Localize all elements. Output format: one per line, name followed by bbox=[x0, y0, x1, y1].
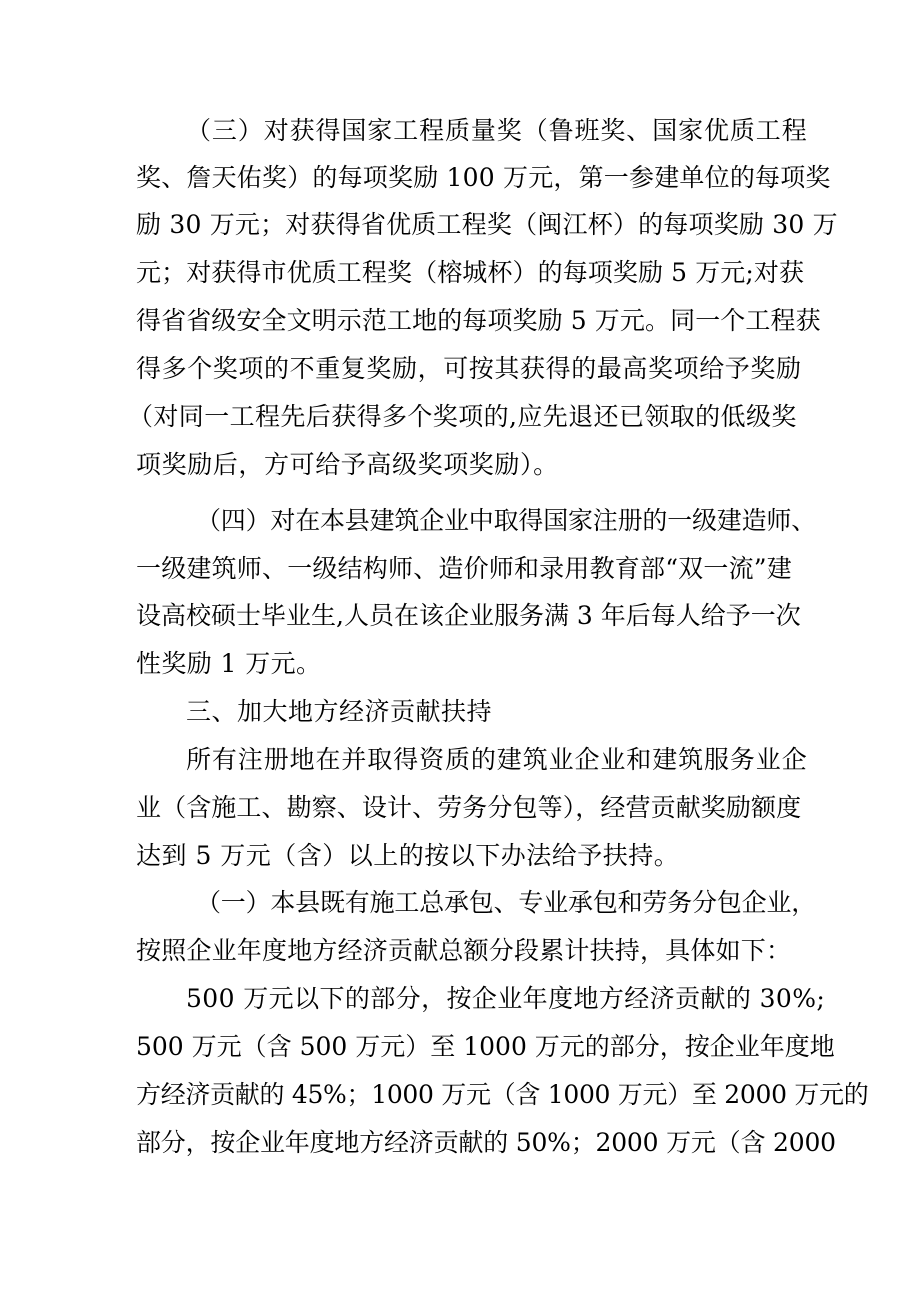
text-line: 得多个奖项的不重复奖励，可按其获得的最高奖项给予奖励 bbox=[136, 354, 802, 383]
text-line: 方经济贡献的 45%；1000 万元（含 1000 万元）至 2000 万元的 bbox=[136, 1080, 869, 1109]
text-line: 部分，按企业年度地方经济贡献的 50%；2000 万元（含 2000 bbox=[136, 1128, 836, 1157]
text-line: 按照企业年度地方经济贡献总额分段累计扶持，具体如下： bbox=[136, 936, 792, 965]
text-line: 项奖励后，方可给予高级奖项奖励）。 bbox=[136, 450, 559, 479]
text-line: 一级建筑师、一级结构师、造价师和录用教育部“双一流”建 bbox=[136, 554, 792, 583]
text-line: （一）本县既有施工总承包、专业承包和劳务分包企业， bbox=[196, 888, 817, 917]
text-line: 奖、詹天佑奖）的每项奖励 100 万元，第一参建单位的每项奖 bbox=[136, 163, 831, 192]
text-line: 所有注册地在并取得资质的建筑业企业和建筑服务业企 bbox=[186, 745, 808, 774]
text-line: 达到 5 万元（含）以上的按以下办法给予扶持。 bbox=[136, 841, 680, 870]
text-line: 500 万元（含 500 万元）至 1000 万元的部分，按企业年度地 bbox=[136, 1032, 835, 1061]
text-line: 得省省级安全文明示范工地的每项奖励 5 万元。同一个工程获 bbox=[136, 306, 821, 335]
text-line: （对同一工程先后获得多个奖项的,应先退还已领取的低级奖 bbox=[128, 402, 797, 431]
text-line: 励 30 万元；对获得省优质工程奖（闽江杯）的每项奖励 30 万 bbox=[136, 210, 838, 239]
text-line: 设高校硕士毕业生,人员在该企业服务满 3 年后每人给予一次 bbox=[136, 601, 801, 630]
section-heading: 三、加大地方经济贡献扶持 bbox=[186, 697, 493, 726]
text-line: 元；对获得市优质工程奖（榕城杯）的每项奖励 5 万元;对获 bbox=[136, 258, 805, 287]
text-line: 业（含施工、勘察、设计、劳务分包等），经营贡献奖励额度 bbox=[136, 793, 802, 822]
text-line: （三）对获得国家工程质量奖（鲁班奖、国家优质工程 bbox=[186, 116, 808, 145]
text-line: （四）对在本县建筑企业中取得国家注册的一级建造师、 bbox=[196, 506, 817, 535]
text-line: 500 万元以下的部分，按企业年度地方经济贡献的 30%; bbox=[186, 984, 826, 1013]
text-line: 性奖励 1 万元。 bbox=[136, 649, 322, 678]
